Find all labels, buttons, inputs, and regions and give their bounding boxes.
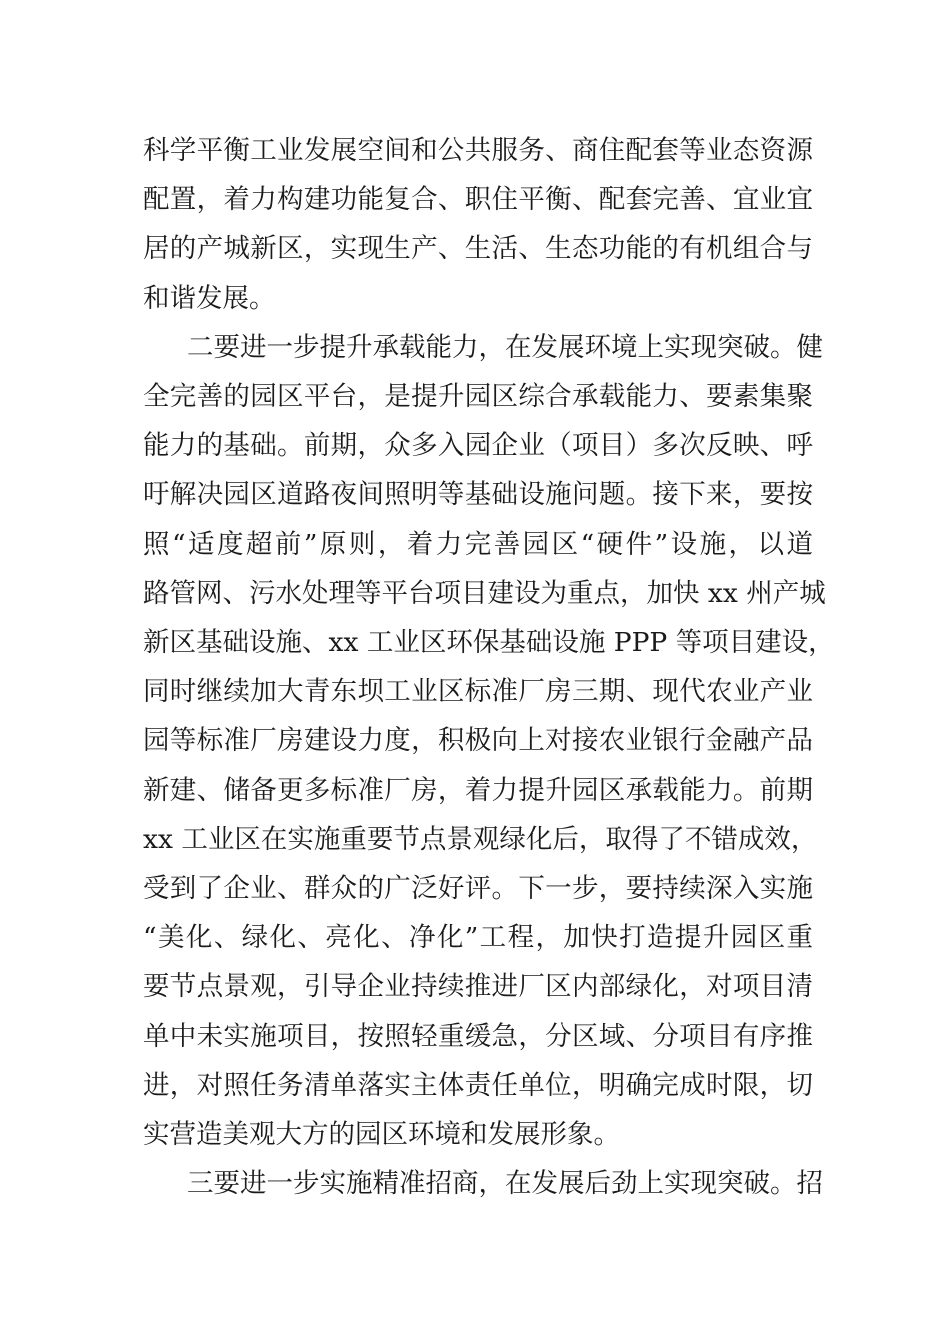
text-line: 要节点景观，引导企业持续推进厂区内部绿化，对项目清 — [143, 971, 813, 1003]
text-line: 居的产城新区，实现生产、生活、生态功能的有机组合与 — [143, 233, 813, 265]
document-body — [143, 126, 835, 1208]
text-line: 新区基础设施、xx 工业区环保基础设施 PPP 等项目建设， — [143, 627, 835, 659]
text-line: 三要进一步实施精准招商，在发展后劲上实现突破。招 — [187, 1168, 823, 1200]
text-line: 单中未实施项目，按照轻重缓急，分区域、分项目有序推 — [143, 1020, 813, 1052]
text-line: 新建、储备更多标准厂房，着力提升园区承载能力。前期 — [143, 774, 813, 806]
text-line: 受到了企业、群众的广泛好评。下一步，要持续深入实施 — [143, 873, 813, 905]
paragraph-1 — [143, 126, 813, 323]
text-line: “美化、绿化、亮化、净化”工程，加快打造提升园区重 — [143, 922, 813, 954]
text-line: 园等标准厂房建设力度，积极向上对接农业银行金融产品 — [143, 725, 813, 757]
text-line: 科学平衡工业发展空间和公共服务、商住配套等业态资源 — [143, 135, 813, 166]
text-line: 配置，着力构建功能复合、职住平衡、配套完善、宜业宜 — [143, 184, 813, 216]
text-line: 照“适度超前”原则，着力完善园区“硬件”设施，以道 — [143, 528, 813, 560]
paragraph-3 — [143, 1159, 823, 1208]
text-line: 和谐发展。 — [143, 282, 276, 314]
text-line: 进，对照任务清单落实主体责任单位，明确完成时限，切 — [143, 1069, 813, 1101]
text-line: 吁解决园区道路夜间照明等基础设施问题。接下来，要按 — [143, 479, 813, 511]
text-line: 全完善的园区平台，是提升园区综合承载能力、要素集聚 — [143, 381, 813, 413]
text-line: 二要进一步提升承载能力，在发展环境上实现突破。健 — [187, 331, 823, 363]
text-line: 实营造美观大方的园区环境和发展形象。 — [143, 1119, 620, 1151]
text-line: 同时继续加大青东坝工业区标准厂房三期、现代农业产业 — [143, 676, 813, 708]
text-line: 路管网、污水处理等平台项目建设为重点，加快 xx 州产城 — [143, 577, 826, 609]
text-line: xx 工业区在实施重要节点景观绿化后，取得了不错成效， — [143, 823, 818, 855]
text-line: 能力的基础。前期，众多入园企业（项目）多次反映、呼 — [143, 430, 813, 462]
paragraph-2 — [143, 323, 835, 1159]
